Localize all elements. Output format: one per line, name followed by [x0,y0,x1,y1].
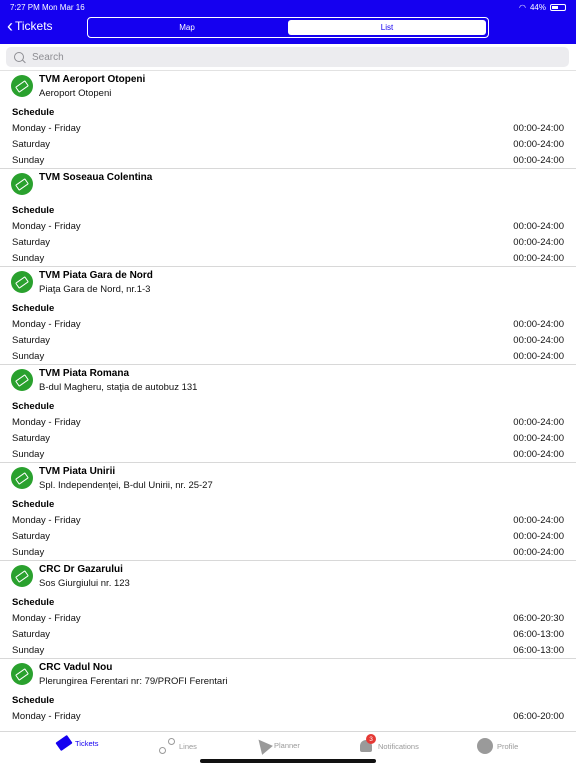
location-address: Plerungirea Ferentari nr: 79/PROFI Ferentari [39,676,228,687]
schedule-heading: Schedule [12,107,55,118]
schedule-day: Sunday [12,253,45,264]
schedule-row [12,221,564,232]
search-icon [14,52,24,62]
location-card[interactable] [0,71,576,169]
schedule-day: Saturday [12,531,51,542]
battery-percent: 44% [529,3,546,12]
schedule-row [12,253,564,264]
schedule-day: Sunday [12,645,45,656]
ticket-machine-icon [11,663,33,685]
schedule-hours: 00:00-24:00 [513,335,564,346]
back-button[interactable] [7,16,53,36]
home-indicator [200,759,376,763]
ticket-machine-icon [11,565,33,587]
back-label: Tickets [15,19,53,33]
schedule-day: Monday - Friday [12,613,81,624]
location-card[interactable] [0,267,576,365]
schedule-row [12,335,564,346]
schedule-day: Saturday [12,335,51,346]
search-bar [0,44,576,71]
schedule-hours: 06:00-20:00 [513,711,564,722]
schedule-row [12,123,564,134]
segment-map[interactable]: Map [179,23,195,32]
schedule-hours: 00:00-24:00 [513,433,564,444]
status-bar [0,0,576,14]
tab-label: Profile [497,741,519,751]
schedule-row [12,351,564,362]
ticket-icon [55,735,72,751]
schedule-heading: Schedule [12,695,55,706]
schedule-day: Saturday [12,629,51,640]
schedule-hours: 00:00-24:00 [513,547,564,558]
schedule-row [12,237,564,248]
segment-list[interactable]: List [288,20,486,35]
wifi-icon: ◠ [519,3,526,12]
location-title: TVM Piata Gara de Nord [39,270,153,281]
lines-icon [159,738,175,754]
schedule-heading: Schedule [12,499,55,510]
schedule-heading: Schedule [12,205,55,216]
schedule-hours: 00:00-24:00 [513,237,564,248]
ticket-machine-icon [11,173,33,195]
tab-bar [0,731,576,769]
schedule-row [12,531,564,542]
location-card[interactable] [0,659,576,731]
schedule-hours: 00:00-24:00 [513,319,564,330]
schedule-hours: 00:00-24:00 [513,139,564,150]
schedule-row [12,629,564,640]
chevron-left-icon: ‹ [7,16,13,36]
schedule-row [12,139,564,150]
location-title: TVM Soseaua Colentina [39,172,153,183]
schedule-row [12,613,564,624]
search-field[interactable] [6,47,569,67]
schedule-hours: 00:00-24:00 [513,515,564,526]
schedule-heading: Schedule [12,303,55,314]
schedule-row [12,155,564,166]
schedule-hours: 00:00-24:00 [513,449,564,460]
location-address: Aeroport Otopeni [39,88,112,99]
schedule-row [12,547,564,558]
schedule-day: Sunday [12,155,45,166]
map-list-segmented-control [87,17,489,38]
schedule-hours: 00:00-24:00 [513,155,564,166]
status-time: 7:27 PM [10,3,40,12]
location-list[interactable] [0,71,576,731]
schedule-hours: 00:00-24:00 [513,123,564,134]
ticket-machine-icon [11,467,33,489]
schedule-row [12,417,564,428]
ticket-machine-icon [11,271,33,293]
schedule-hours: 00:00-24:00 [513,531,564,542]
location-address: Sos Giurgiului nr. 123 [39,578,130,589]
battery-icon [550,4,566,11]
schedule-hours: 06:00-13:00 [513,645,564,656]
schedule-row [12,711,564,722]
schedule-day: Sunday [12,449,45,460]
location-title: CRC Dr Gazarului [39,564,123,575]
schedule-row [12,449,564,460]
schedule-hours: 00:00-24:00 [513,253,564,264]
tab-planner[interactable] [256,738,300,752]
bell-icon-wrap [358,735,374,754]
location-title: TVM Piata Romana [39,368,130,379]
search-input[interactable] [30,51,166,64]
schedule-row [12,515,564,526]
schedule-day: Monday - Friday [12,221,81,232]
schedule-day: Saturday [12,433,51,444]
tab-tickets[interactable] [57,738,98,748]
location-card[interactable] [0,561,576,659]
navigation-bar [0,0,576,44]
schedule-day: Monday - Friday [12,319,81,330]
tab-label: Tickets [75,738,99,748]
schedule-day: Monday - Friday [12,417,81,428]
location-address: Spl. Independenţei, B-dul Unirii, nr. 25-27 [39,480,213,491]
ticket-machine-icon [11,369,33,391]
status-right [519,3,566,12]
location-card[interactable] [0,365,576,463]
schedule-heading: Schedule [12,597,55,608]
schedule-day: Sunday [12,547,45,558]
planner-icon [253,735,273,755]
schedule-row [12,645,564,656]
schedule-day: Saturday [12,237,51,248]
schedule-row [12,319,564,330]
schedule-day: Saturday [12,139,51,150]
schedule-hours: 06:00-20:30 [513,613,564,624]
schedule-day: Monday - Friday [12,711,81,722]
location-address: B-dul Magheru, staţia de autobuz 131 [39,382,198,393]
tab-profile[interactable] [477,738,518,754]
ticket-machine-icon [11,75,33,97]
location-card[interactable] [0,169,576,267]
schedule-hours: 00:00-24:00 [513,417,564,428]
schedule-hours: 06:00-13:00 [513,629,564,640]
tab-lines[interactable] [159,738,197,754]
schedule-row [12,433,564,444]
tab-label: Notifications [378,741,419,751]
notification-badge: 3 [366,734,376,744]
location-card[interactable] [0,463,576,561]
location-title: TVM Piata Unirii [39,466,116,477]
tab-notifications[interactable] [358,735,419,754]
location-title: CRC Vadul Nou [39,662,113,673]
schedule-day: Monday - Friday [12,123,81,134]
status-date: Mon Mar 16 [42,3,85,12]
schedule-hours: 00:00-24:00 [513,221,564,232]
location-title: TVM Aeroport Otopeni [39,74,146,85]
tab-label: Planner [274,740,300,750]
profile-icon [477,738,493,754]
schedule-heading: Schedule [12,401,55,412]
schedule-day: Monday - Friday [12,515,81,526]
schedule-day: Sunday [12,351,45,362]
schedule-hours: 00:00-24:00 [513,351,564,362]
tab-label: Lines [179,741,197,751]
location-address: Piaţa Gara de Nord, nr.1-3 [39,284,151,295]
